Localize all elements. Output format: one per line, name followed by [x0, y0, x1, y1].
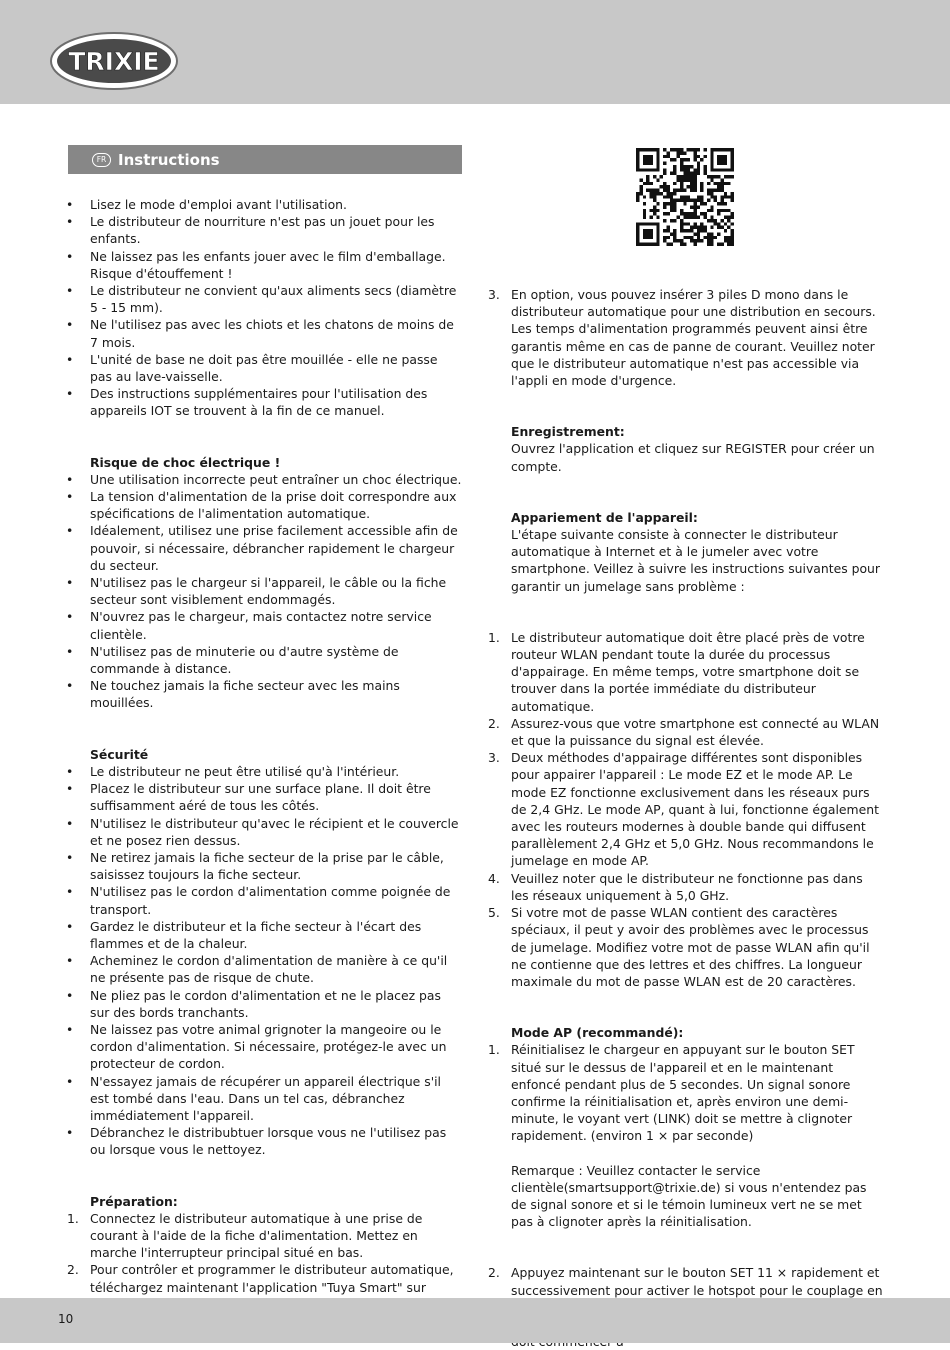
section-title: Instructions	[118, 150, 220, 169]
list-item: 4. Veuillez noter que le distributeur ne fonctionne pas dans les réseaux uniquement à 5,0 GHz.	[488, 870, 863, 903]
list-item: • Le distributeur de nourriture n'est pas un jouet pour les enfants.	[60, 213, 462, 247]
list-item: • Ne touchez jamais la fiche secteur avec les mains mouillées.	[60, 677, 462, 711]
list-item: • Le distributeur ne convient qu'aux aliments secs (diamètre 5 - 15 mm).	[60, 282, 462, 316]
list-item: • Acheminez le cordon d'alimentation de manière à ce qu'il ne présente pas de risque de chute.	[60, 952, 462, 986]
list-item: • Débranchez le distribubtuer lorsque vous ne l'utilisez pas ou lorsque vous le nettoyez.	[60, 1124, 462, 1158]
ap-mode-heading: Mode AP (recommandé):	[511, 1025, 684, 1041]
section-header	[68, 145, 462, 174]
list-item: 2. Pour contrôler et programmer le distributeur automatique, téléchargez maintenant l'application "Tuya Smart" sur	[67, 1262, 454, 1295]
list-item: • N'utilisez le distributeur qu'avec le récipient et le couvercle et ne posez rien dessus.	[60, 815, 462, 849]
list-item: 1. Réinitialisez le chargeur en appuyant sur le bouton SET situé sur le dessus de l'appareil et en le maintenant enfoncé pendant plus de 5 secondes. Un signal sonore confirme la réinitialisation et, après environ une demi-minute, le voyant vert (LINK) doit se mettre à clignoter rapidement. (environ 1 × par seconde)	[488, 1042, 855, 1144]
list-item: • Ne pliez pas le cordon d'alimentation et ne le placez pas sur des bords tranchants.	[60, 987, 462, 1021]
list-item: • N'utilisez pas de minuterie ou d'autre système de commande à distance.	[60, 643, 462, 677]
ap-step1-list	[481, 1041, 883, 1144]
list-item: • Une utilisation incorrecte peut entraîner un choc électrique.	[60, 471, 462, 488]
list-item: • Ne laissez pas les enfants jouer avec le film d'emballage. Risque d'étouffement !	[60, 248, 462, 282]
qr-code	[636, 148, 734, 246]
intro-list	[60, 196, 462, 420]
list-item: • Ne l'utilisez pas avec les chiots et les chatons de moins de 7 mois.	[60, 316, 462, 350]
list-item: • N'ouvrez pas le chargeur, mais contactez notre service clientèle.	[60, 608, 462, 642]
list-item: 1. Connectez le distributeur automatique à une prise de courant à l'aide de la fiche d'alimentation. Mettez en marche l'interrupteur principal situé en bas.	[67, 1210, 423, 1261]
svg-text:TRIXIE: TRIXIE	[68, 47, 160, 76]
step3-list	[481, 286, 883, 389]
page-number: 10	[58, 1312, 74, 1326]
language-badge: FR	[92, 153, 111, 167]
register-text: Ouvrez l'application et cliquez sur REGISTER pour créer un compte.	[511, 441, 875, 474]
list-item: • N'essayez jamais de récupérer un appareil électrique s'il est tombé dans l'eau. Dans un tel cas, débranchez immédiatement l'appareil.	[60, 1073, 462, 1125]
list-item: 1. Le distributeur automatique doit être placé près de votre routeur WLAN pendant toute la durée du processus d'appairage. En même temps, votre smartphone doit se trouver dans la portée immédiate du distributeur automatique.	[488, 629, 865, 714]
preparation-heading: Préparation:	[90, 1193, 178, 1209]
list-item: • Placez le distributeur sur une surface plane. Il doit être suffisamment aéré de tous les côtés.	[60, 780, 462, 814]
left-column	[60, 196, 462, 1330]
shock-heading: Risque de choc électrique !	[90, 454, 281, 470]
register-heading: Enregistrement:	[511, 424, 625, 440]
list-item: • Ne laissez pas votre animal grignoter la mangeoire ou le cordon d'alimentation. Si nécessaire, protégez-le avec un protecteur de cordon.	[60, 1021, 462, 1073]
list-item: • Ne retirez jamais la fiche secteur de la prise par le câble, saisissez toujours la fiche secteur.	[60, 849, 462, 883]
list-item: • Lisez le mode d'emploi avant l'utilisation.	[60, 196, 462, 213]
list-item: • N'utilisez pas le chargeur si l'appareil, le câble ou la fiche secteur sont visiblement endommagés.	[60, 574, 462, 608]
footer-band	[0, 1298, 950, 1343]
list-item: • Gardez le distributeur et la fiche secteur à l'écart des flammes et de la chaleur.	[60, 918, 462, 952]
pairing-heading: Appariement de l'appareil:	[511, 509, 698, 525]
list-item: • L'unité de base ne doit pas être mouillée - elle ne passe pas au lave-vaisselle.	[60, 351, 462, 385]
safety-heading: Sécurité	[90, 746, 149, 762]
list-item: 5. Si votre mot de passe WLAN contient des caractères spéciaux, il peut y avoir des problèmes avec le processus de jumelage. Modifiez votre mot de passe WLAN afin qu'il ne contienne que des lettres et des chiffres. La longueur maximale du mot de passe WLAN est de 20 caractères.	[488, 905, 870, 989]
list-item: • N'utilisez pas le cordon d'alimentation comme poignée de transport.	[60, 883, 462, 917]
right-column	[481, 286, 883, 1350]
safety-list	[60, 763, 462, 1159]
list-item: 2. Assurez-vous que votre smartphone est connecté au WLAN et que la puissance du signal est élevée.	[488, 715, 880, 749]
list-item: 3. Deux méthodes d'appairage différentes sont disponibles pour appairer l'appareil : Le mode EZ et le mode AP. Le mode EZ fonctionne exclusivement dans les réseaux purs de 2,4 GHz. Le mode AP, quant à lui, fonctionne également avec les routeurs modernes à double bande qui diffusent parallèlement 2,4 GHz et 5,0 GHz. Nous recommandons le jumelage en mode AP.	[488, 750, 879, 869]
list-item: • La tension d'alimentation de la prise doit correspondre aux spécifications de l'alimentation automatique.	[60, 488, 462, 522]
shock-list	[60, 471, 462, 712]
list-item: • Le distributeur ne peut être utilisé qu'à l'intérieur.	[60, 763, 462, 780]
list-item: 3. En option, vous pouvez insérer 3 piles D mono dans le distributeur automatique pour une distribution en secours. Les temps d'alimentation programmés peuvent ainsi être garantis même en cas de panne de courant. Veuillez noter que le distributeur automatique n'est pas accessible via l'appli en mode d'urgence.	[488, 287, 876, 389]
list-item: • Idéalement, utilisez une prise facilement accessible afin de pouvoir, si nécessaire, débrancher rapidement le chargeur du secteur.	[60, 522, 462, 574]
trixie-logo	[50, 32, 178, 90]
ap-note: Remarque : Veuillez contacter le service clientèle(smartsupport@trixie.de) si vous n'entendez pas de signal sonore et si le témoin lumineux vert ne se met pas à clignoter après la réinitialisation.	[511, 1162, 867, 1230]
list-item: • Des instructions supplémentaires pour l'utilisation des appareils IOT se trouvent à la fin de ce manuel.	[60, 385, 462, 419]
pairing-steps-list	[481, 629, 883, 990]
list-item: 2. Appuyez maintenant sur le bouton SET 11 × rapidement et successivement pour activer le hotspot pour le couplage en	[488, 1265, 883, 1298]
pairing-text: L'étape suivante consiste à connecter le distributeur automatique à Internet et à le jumeler avec votre smartphone. Veillez à suivre les instructions suivantes pour garantir un jumelage sans problème :	[511, 527, 881, 594]
